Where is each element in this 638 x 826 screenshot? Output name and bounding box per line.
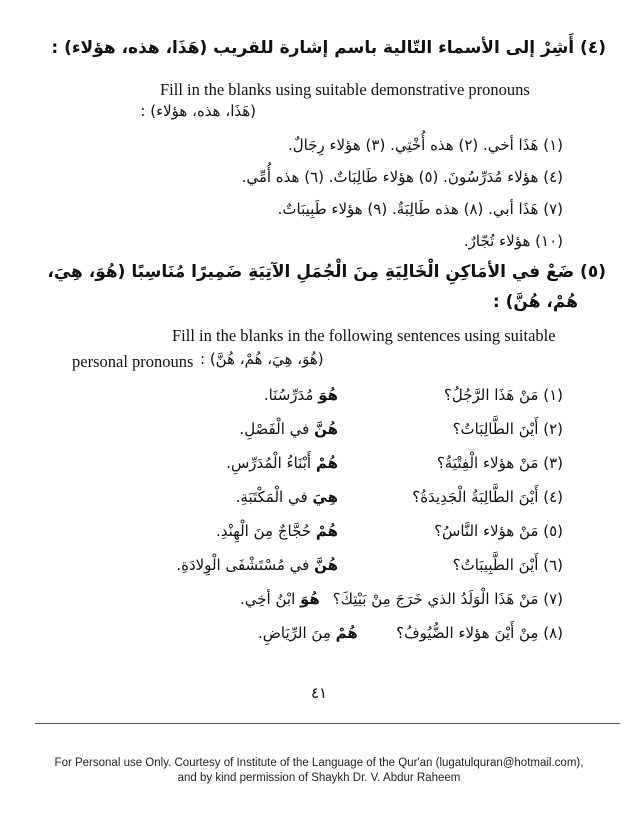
exercise-5-answer-6 [176, 556, 338, 574]
pronoun: هُنَّ [314, 556, 338, 574]
exercise-5-answer-8 [258, 624, 358, 642]
exercise-5-instruction-en-line-1: Fill in the blanks in the following sentences using suitable [172, 326, 556, 345]
pronoun: هُمْ [315, 522, 338, 540]
exercise-5-question-8: (٨) مِنْ أَيْنَ هؤلاء الضُّيُوفُ؟ [396, 624, 563, 642]
exercise-4-row-3: (٧) هَذَا أبي. (٨) هذه طَالِبَةٌ. (٩) هؤلاء طَبِيبَاتٌ. [277, 200, 563, 218]
exercise-5-question-6: (٦) أَيْنَ الطَّبِيبَاتُ؟ [452, 556, 563, 574]
pronoun: هُوَ [318, 386, 338, 404]
exercise-4-row-1: (١) هَذَا أخي. (٢) هذه أُخْتِي. (٣) هؤلاء رِجَالٌ. [287, 136, 563, 154]
answer-rest: مُدَرِّسُنَا. [263, 386, 319, 404]
page-number: ٤١ [310, 684, 328, 702]
footer [0, 756, 638, 786]
exercise-4-instruction-ar: (هَذَا، هذه، هؤلاء) : [140, 102, 256, 120]
exercise-5-answer-4 [236, 488, 338, 506]
answer-rest: في مُسْتَشْفَى الْوِلادَةِ. [176, 556, 315, 574]
exercise-5-question-4: (٤) أَيْنَ الطَّالِبَةُ الْجَدِيدَةُ؟ [412, 488, 563, 506]
pronoun: هُمْ [315, 454, 338, 472]
answer-rest: مِنَ الرِّيَاضِ. [258, 624, 336, 642]
exercise-5-answer-3 [226, 454, 338, 472]
exercise-5-instruction-ar: (هُوَ، هِيَ، هُمْ، هُنَّ) : [200, 350, 324, 368]
pronoun: هِيَ [312, 488, 338, 506]
exercise-5-question-1: (١) مَنْ هَذَا الرَّجُلُ؟ [443, 386, 563, 404]
exercise-5-answer-2 [239, 420, 338, 438]
exercise-5-question-5: (٥) مَنْ هؤلاء النَّاسُ؟ [434, 522, 563, 540]
exercise-4-heading: (٤) أَشِرْ إلى الأسماء التّالية باسم إشارة للقريب (هَذَا، هذه، هؤلاء) : [51, 38, 606, 58]
answer-rest: في الْمَكْتَبَةِ. [235, 488, 313, 506]
pronoun: هُمْ [335, 624, 358, 642]
footer-line-1: For Personal use Only. Courtesy of Institute of the Language of the Qur'an (lugatulquran@hotmail.com), [54, 757, 584, 769]
exercise-5-question-3: (٣) مَنْ هؤلاء الْفِتْيَةُ؟ [436, 454, 563, 472]
exercise-5-answer-1 [264, 386, 338, 404]
exercise-5-heading-line-2: هُمْ، هُنَّ) : [492, 292, 578, 312]
exercise-4-instruction-en: Fill in the blanks using suitable demonstrative pronouns [160, 80, 530, 99]
exercise-5-heading-line-1: (٥) ضَعْ في الأمَاكِنِ الْخَالِيَةِ مِنَ الْجُمَلِ الآتِيَةِ ضَمِيرًا مُنَاسِبًا (هُوَ، هِيَ، [47, 262, 606, 282]
exercise-4-row-4: (١٠) هؤلاء تُجّارٌ. [463, 232, 563, 250]
exercise-4-row-2: (٤) هؤلاء مُدَرِّسُونَ. (٥) هؤلاء طَالِبَاتٌ. (٦) هذه أُمِّي. [241, 168, 563, 186]
exercise-5-question-7: (٧) مَنْ هَذَا الْوَلَدُ الذي خَرَجَ مِنْ بَيْتِكَ؟ [332, 590, 563, 608]
pronoun: هُنَّ [314, 420, 338, 438]
exercise-5-answer-5 [216, 522, 338, 540]
footer-divider [35, 723, 620, 724]
answer-rest: ابْنُ أخِي. [240, 590, 301, 608]
answer-rest: حُجَّاجٌ مِنَ الْهِنْدِ. [216, 522, 316, 540]
exercise-5-question-2: (٢) أَيْنَ الطَّالِبَاتُ؟ [452, 420, 563, 438]
answer-rest: أَبْنَاءُ الْمُدَرِّسِ. [226, 454, 316, 472]
footer-line-2: and by kind permission of Shaykh Dr. V. Abdur Raheem [177, 772, 461, 784]
answer-rest: في الْفَصْلِ. [239, 420, 315, 438]
exercise-5-answer-7 [240, 590, 320, 608]
exercise-5-instruction-en-line-2: personal pronouns [72, 352, 194, 371]
pronoun: هُوَ [300, 590, 320, 608]
